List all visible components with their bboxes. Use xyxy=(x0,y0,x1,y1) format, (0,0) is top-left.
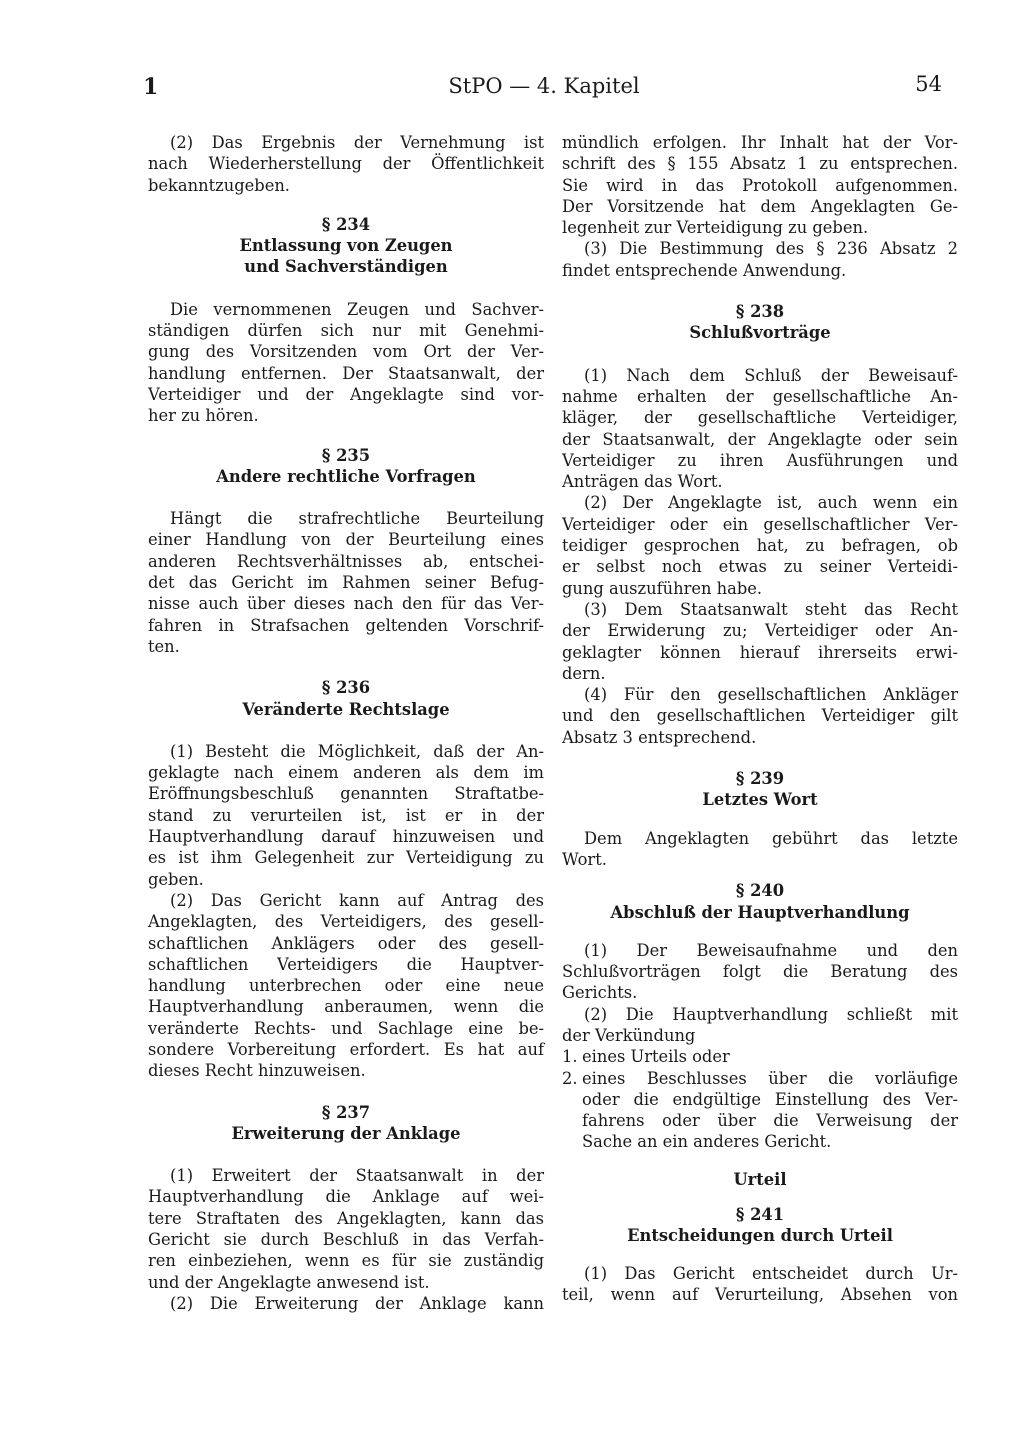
text-line: (1) Erweitert der Staatsanwalt in der xyxy=(170,1166,544,1186)
list-item xyxy=(562,1046,958,1067)
section-title: Erweiterung der Anklage xyxy=(231,1123,461,1143)
text-line: Eröffnungsbeschluß genannten Straftatbe- xyxy=(148,784,544,804)
text-line: (1) Das Gericht entscheidet durch Ur- xyxy=(584,1263,958,1283)
text-line: det das Gericht im Rahmen seiner Befug- xyxy=(148,573,544,593)
section-237 xyxy=(148,1102,544,1315)
text-line: (2) Das Ergebnis der Vernehmung ist xyxy=(170,133,544,152)
text-line: nahme erhalten der gesellschaftliche An- xyxy=(562,386,958,406)
text-line: teil, wenn auf Verurteilung, Absehen von xyxy=(562,1284,958,1304)
text-line: und den gesellschaftlichen Verteidiger gilt xyxy=(562,706,958,726)
section-number: § 238 xyxy=(735,302,785,322)
section-236 xyxy=(148,677,544,1081)
subheading-urteil: Urteil xyxy=(733,1169,787,1189)
text-line: bekanntzugeben. xyxy=(148,175,290,195)
section-240 xyxy=(562,880,958,1153)
text-line: handlung unterbrechen oder eine neue xyxy=(148,976,544,996)
section-238 xyxy=(562,301,958,748)
text-line: (2) Die Erweiterung der Anklage kann xyxy=(170,1293,544,1313)
text-line: her zu hören. xyxy=(148,406,259,426)
list-number: 1. xyxy=(562,1047,578,1067)
text-line: sondere Vorbereitung erfordert. Es hat auf xyxy=(148,1039,544,1059)
section-title: und Sachverständigen xyxy=(244,257,448,277)
text-line: geben. xyxy=(148,869,204,889)
text-line: der Erwiderung zu; Verteidiger oder An- xyxy=(562,621,958,641)
text-line: anderen Rechtsverhältnisses ab, entschei- xyxy=(148,551,544,571)
text-line: geklagter können hierauf ihrerseits erwi- xyxy=(562,642,958,662)
text-line: schaftlichen Anklägers oder des gesell- xyxy=(148,933,544,953)
page-marker: 1 xyxy=(143,74,159,100)
text-line: Verteidiger oder ein gesellschaftlicher Ver- xyxy=(562,514,958,534)
text-line: Gerichts. xyxy=(562,983,638,1003)
text-line: (2) Der Angeklagte ist, auch wenn ein xyxy=(584,493,958,513)
text-line: handlung entfernen. Der Staatsanwalt, der xyxy=(148,363,544,383)
text-line: es ist ihm Gelegenheit zur Verteidigung zu xyxy=(148,848,544,868)
text-line: ten. xyxy=(148,636,180,656)
section-title: Schlußvorträge xyxy=(689,323,831,343)
text-line: veränderte Rechts- und Sachlage eine be- xyxy=(148,1018,544,1038)
text-line: Hauptverhandlung anberaumen, wenn die xyxy=(148,997,544,1017)
right-column xyxy=(562,132,958,1305)
section-239 xyxy=(562,768,958,870)
list-item xyxy=(562,1068,958,1089)
text-line: (2) Das Gericht kann auf Antrag des xyxy=(170,890,544,910)
list-number: 2. xyxy=(562,1068,578,1088)
text-line: gung des Vorsitzenden vom Ort der Ver- xyxy=(148,342,544,362)
text-line: Sie wird in das Protokoll aufgenommen. xyxy=(562,175,958,195)
text-line: nisse auch über dieses nach den für das Ver- xyxy=(148,594,544,614)
text-line: Dem Angeklagten gebührt das letzte xyxy=(584,828,958,848)
text-line: (3) Die Bestimmung des § 236 Absatz 2 xyxy=(584,239,958,259)
list-text: Sache an ein anderes Gericht. xyxy=(582,1132,832,1152)
list-text: eines Urteils oder xyxy=(582,1047,730,1067)
text-line: fahren in Strafsachen geltenden Vorschrif- xyxy=(148,615,544,635)
text-line: dieses Recht hinzuweisen. xyxy=(148,1061,366,1081)
text-line: mündlich erfolgen. Ihr Inhalt hat der Vor- xyxy=(562,133,958,152)
section-title: Veränderte Rechtslage xyxy=(242,699,450,719)
text-line: tere Straftaten des Angeklagten, kann das xyxy=(148,1208,544,1228)
section-241 xyxy=(562,1204,958,1305)
text-line: teidiger gesprochen hat, zu befragen, ob xyxy=(562,536,958,556)
text-line: Hängt die strafrechtliche Beurteilung xyxy=(170,509,544,529)
text-line: nach Wiederherstellung der Öffentlichkeit xyxy=(148,154,544,174)
text-line: ren einbeziehen, wenn es für sie zuständig xyxy=(148,1251,544,1271)
list-text: fahrens oder über die Verweisung der xyxy=(582,1111,958,1131)
section-title: Andere rechtliche Vorfragen xyxy=(216,466,476,486)
section-number: § 241 xyxy=(735,1205,785,1225)
text-line: stand zu verurteilen ist, ist er in der xyxy=(148,805,544,825)
text-line: (3) Dem Staatsanwalt steht das Recht xyxy=(584,599,958,619)
text-line: findet entsprechende Anwendung. xyxy=(562,260,847,280)
text-line: er selbst noch etwas zu seiner Verteidi- xyxy=(562,557,958,577)
text-line: Anträgen das Wort. xyxy=(562,472,723,492)
section-237-continuation xyxy=(562,132,958,281)
page-number: 54 xyxy=(915,72,942,96)
section-title: Letztes Wort xyxy=(702,790,818,810)
section-234 xyxy=(148,214,544,427)
text-line: gung auszuführen habe. xyxy=(562,578,763,598)
text-line: Gericht sie durch Beschluß in das Verfah- xyxy=(148,1230,544,1250)
text-line: Verteidiger und der Angeklagte sind vor- xyxy=(148,384,544,404)
section-number: § 234 xyxy=(321,214,371,234)
text-line: (2) Die Hauptverhandlung schließt mit xyxy=(584,1004,958,1024)
text-line: kläger, der gesellschaftliche Verteidiger, xyxy=(562,408,958,428)
text-line: Hauptverhandlung darauf hinzuweisen und xyxy=(148,827,544,847)
text-line: Die vernommenen Zeugen und Sachver- xyxy=(170,299,544,319)
section-title: Entlassung von Zeugen xyxy=(239,236,453,256)
text-line: legenheit zur Verteidigung zu geben. xyxy=(562,218,869,238)
left-column xyxy=(148,132,544,1314)
text-line: Der Vorsitzende hat dem Angeklagten Ge- xyxy=(562,196,958,216)
text-line: (1) Der Beweisaufnahme und den xyxy=(584,940,958,960)
text-line: (1) Besteht die Möglichkeit, daß der An- xyxy=(170,741,544,761)
section-number: § 240 xyxy=(735,881,785,901)
text-line: einer Handlung von der Beurteilung eines xyxy=(148,530,544,550)
section-number: § 236 xyxy=(321,678,371,698)
text-line: (4) Für den gesellschaftlichen Ankläger xyxy=(584,685,958,705)
text-line: Angeklagten, des Verteidigers, des gesell- xyxy=(148,912,544,932)
text-line: der Verkündung xyxy=(562,1025,696,1045)
text-line: Hauptverhandlung die Anklage auf wei- xyxy=(148,1187,544,1207)
text-line: dern. xyxy=(562,663,606,683)
section-number: § 239 xyxy=(735,769,785,789)
text-line: (1) Nach dem Schluß der Beweisauf- xyxy=(584,365,958,385)
section-number: § 237 xyxy=(321,1102,371,1122)
text-line: Wort. xyxy=(562,849,607,869)
text-line: Verteidiger zu ihren Ausführungen und xyxy=(562,450,958,470)
text-line: und der Angeklagte anwesend ist. xyxy=(148,1272,430,1292)
text-line: Schlußvorträgen folgt die Beratung des xyxy=(562,962,958,982)
list-text: oder die endgültige Einstellung des Ver- xyxy=(582,1089,958,1109)
page-header xyxy=(140,72,948,108)
section-235 xyxy=(148,445,544,658)
text-line: schaftlichen Verteidigers die Hauptver- xyxy=(148,954,544,974)
section-title: Abschluß der Hauptverhandlung xyxy=(610,902,910,922)
text-line: ständigen dürfen sich nur mit Genehmi- xyxy=(148,321,544,341)
text-line: der Staatsanwalt, der Angeklagte oder sein xyxy=(562,429,958,449)
section-number: § 235 xyxy=(321,445,371,465)
list-text: eines Beschlusses über die vorläufige xyxy=(582,1068,958,1088)
text-line: schrift des § 155 Absatz 1 zu entsprechen. xyxy=(562,154,958,174)
running-title: StPO — 4. Kapitel xyxy=(448,74,640,98)
section-title: Entscheidungen durch Urteil xyxy=(627,1226,893,1246)
paragraph-233-continuation xyxy=(148,132,544,196)
text-line: geklagte nach einem anderen als dem im xyxy=(148,763,544,783)
text-line: Absatz 3 entsprechend. xyxy=(562,727,757,747)
